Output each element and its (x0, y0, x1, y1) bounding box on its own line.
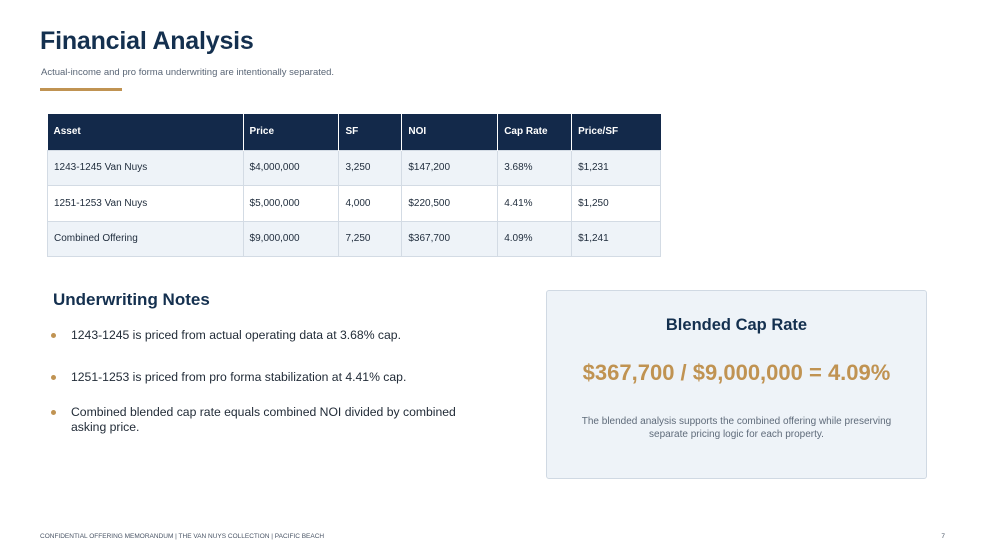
footer-text: CONFIDENTIAL OFFERING MEMORANDUM | THE VAN NUYS COLLECTION | PACIFIC BEACH (40, 533, 325, 540)
bullet-dot-icon (51, 375, 56, 380)
table-row (48, 150, 661, 186)
list-item (50, 370, 470, 385)
page-title: Financial Analysis (40, 27, 254, 55)
underwriting-notes-list (50, 328, 470, 435)
cell-price-per-sf: $1,231 (572, 150, 661, 186)
title-accent-bar (40, 88, 122, 91)
cell-price: $9,000,000 (243, 221, 339, 257)
column-header-price-per-sf: Price/SF (572, 114, 661, 150)
column-header-cap-rate: Cap Rate (498, 114, 572, 150)
table-header-row (48, 114, 661, 150)
note-text: 1251-1253 is priced from pro forma stabilization at 4.41% cap. (71, 370, 407, 384)
cell-noi: $147,200 (402, 150, 498, 186)
card-title: Blended Cap Rate (665, 316, 808, 334)
list-item (50, 328, 470, 343)
column-header-sf: SF (339, 114, 402, 150)
underwriting-notes-title: Underwriting Notes (53, 290, 210, 309)
column-header-noi: NOI (402, 114, 498, 150)
cell-noi: $367,700 (402, 221, 498, 257)
cap-rate-formula: $367,700 / $9,000,000 = 4.09% (582, 360, 891, 385)
cell-asset: 1243-1245 Van Nuys (48, 150, 244, 186)
cell-asset: 1251-1253 Van Nuys (48, 186, 244, 222)
cell-sf: 7,250 (339, 221, 402, 257)
cell-sf: 3,250 (339, 150, 402, 186)
cell-cap-rate: 4.09% (498, 221, 572, 257)
cell-price: $5,000,000 (243, 186, 339, 222)
table-row (48, 186, 661, 222)
note-text: 1243-1245 is priced from actual operating data at 3.68% cap. (71, 328, 401, 342)
financial-table (47, 114, 661, 257)
page-subtitle: Actual-income and pro forma underwriting are intentionally separated. (41, 67, 335, 78)
bullet-dot-icon (51, 333, 56, 338)
cell-noi: $220,500 (402, 186, 498, 222)
card-description: The blended analysis supports the combined offering while preserving separate pricing logic for each property. (581, 416, 892, 440)
cell-price-per-sf: $1,250 (572, 186, 661, 222)
column-header-asset: Asset (48, 114, 244, 150)
list-item (50, 405, 470, 435)
note-text: Combined blended cap rate equals combined NOI divided by combined asking price. (71, 405, 456, 434)
cell-cap-rate: 3.68% (498, 150, 572, 186)
cell-price: $4,000,000 (243, 150, 339, 186)
column-header-price: Price (243, 114, 339, 150)
cell-sf: 4,000 (339, 186, 402, 222)
cell-asset: Combined Offering (48, 221, 244, 257)
cell-cap-rate: 4.41% (498, 186, 572, 222)
blended-cap-rate-card (546, 290, 927, 479)
page-number: 7 (941, 533, 945, 540)
bullet-dot-icon (51, 410, 56, 415)
cell-price-per-sf: $1,241 (572, 221, 661, 257)
table-row (48, 221, 661, 257)
